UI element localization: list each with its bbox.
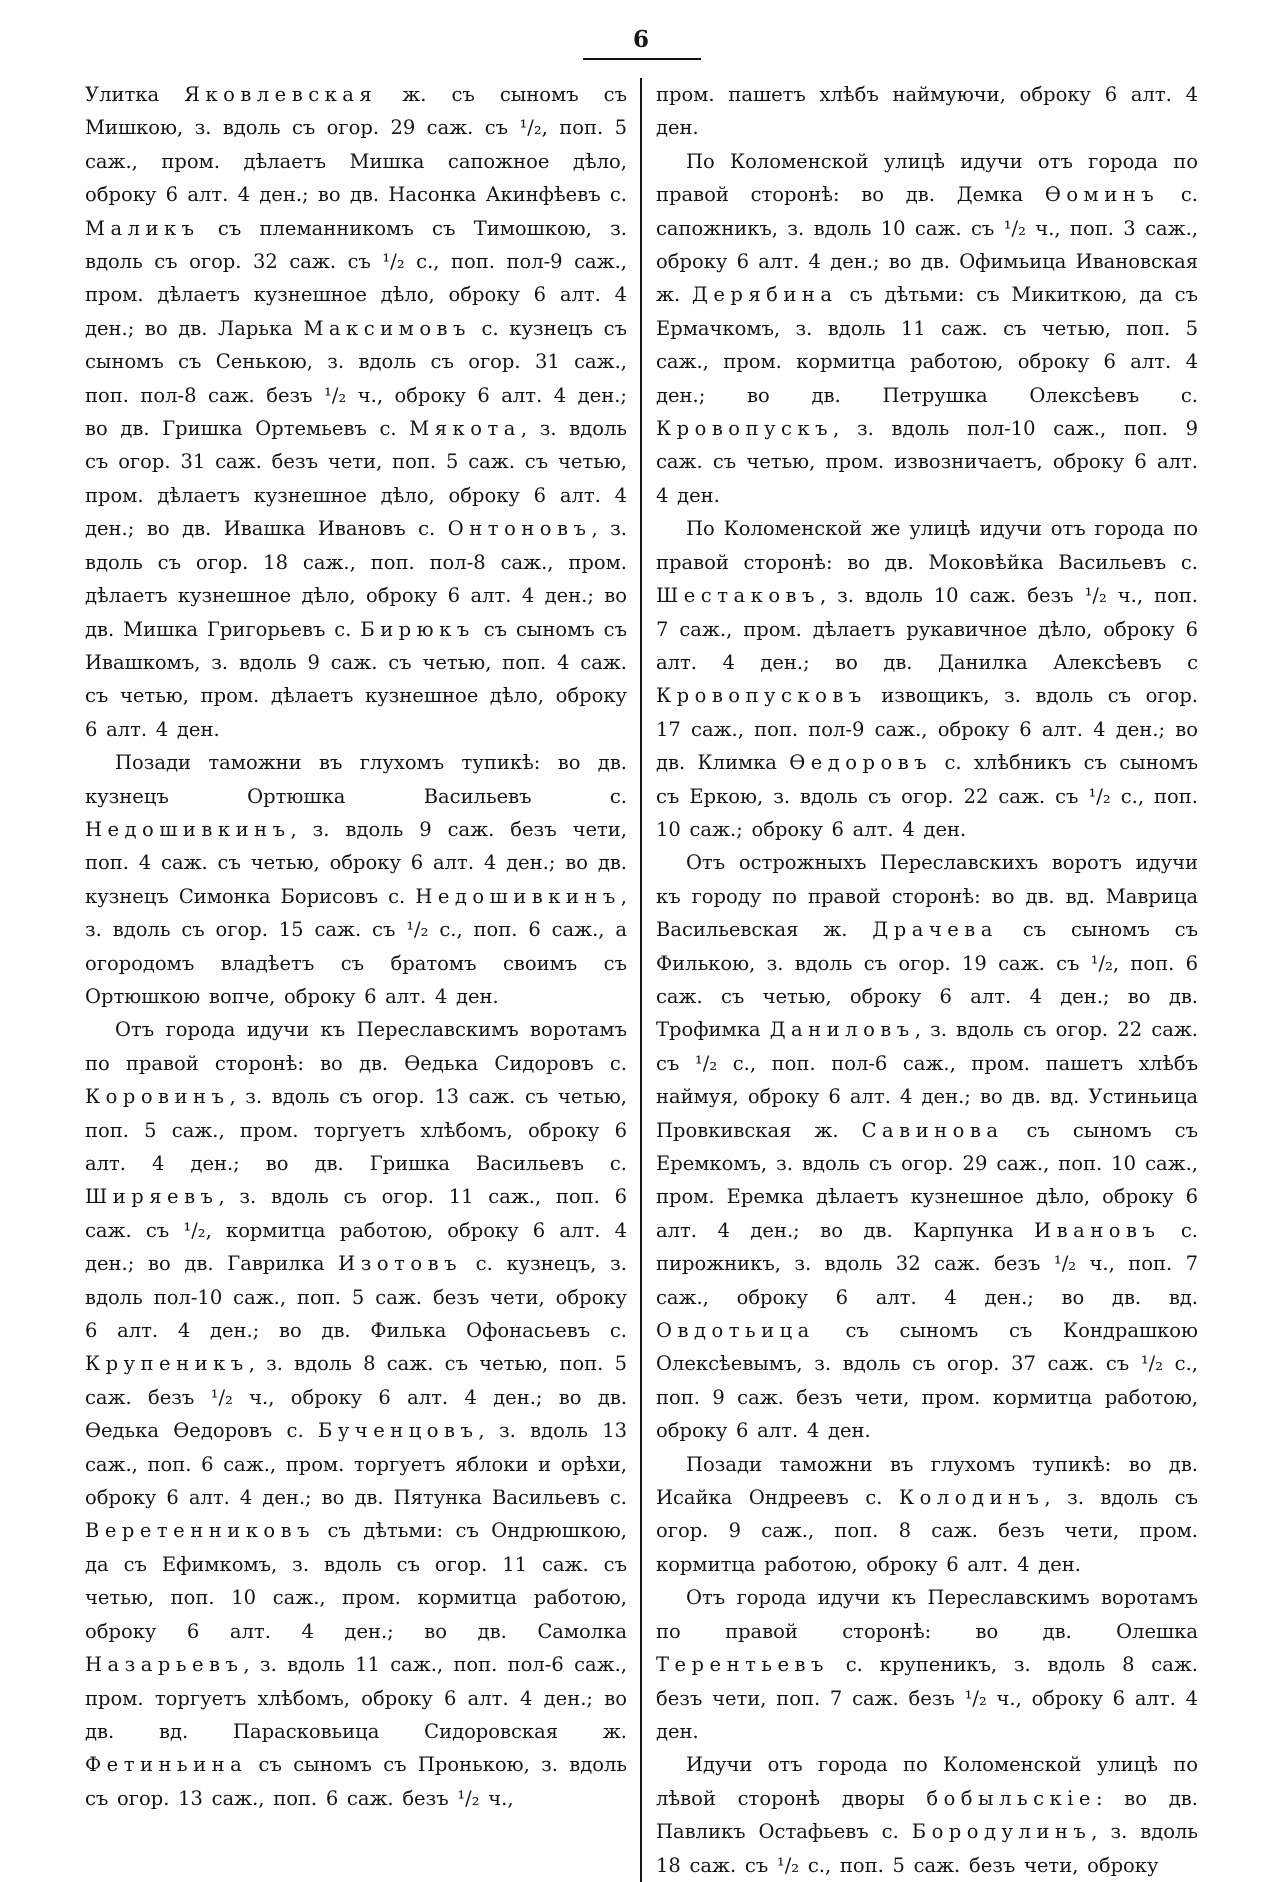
text-run: с. хлѣбникъ съ сыномъ съ Еркою, з. вдоль съ огор. 22 саж. съ ¹/₂ с., поп. 10 саж.; оброку 6 алт. 4 ден. (656, 751, 1199, 841)
text-run: с. пирожникъ, з. вдоль 32 саж. безъ ¹/₂ ч., поп. 7 саж., оброку 6 алт. 4 ден.; во дв. вд. (656, 1218, 1198, 1309)
text-run: , з. вдоль съ огор. 18 саж., поп. пол-8 саж., пром. дѣлаетъ кузнешное дѣло, оброку 6 алт. 4 ден.; во дв. Мишка Григорьевъ с. (85, 517, 627, 641)
text-run: , з. вдоль 10 саж. безъ ¹/₂ ч., поп. 7 саж., пром. дѣлаетъ рукавичное дѣло, оброку 6 алт. 4 ден.; во дв. Данилка Алексѣевъ с (656, 584, 1198, 674)
page-number: 6 (632, 26, 650, 53)
spaced-name: Дерябина (691, 283, 838, 307)
text-column-left (85, 78, 642, 1882)
text-run: съ сыномъ съ Пронькою, з. вдоль съ огор. 13 саж., поп. 6 саж. безъ ¹/₂ ч., (85, 1753, 627, 1810)
spaced-name: Кровопускъ (656, 417, 834, 441)
text-run: : во дв. Павликъ Остафьевъ с. (656, 1786, 1198, 1844)
text-run: , з. вдоль 9 саж. безъ чети, поп. 4 саж. съ четью, оброку 6 алт. 4 ден.; во дв. кузнецъ Симонка Борисовъ с. (85, 817, 627, 908)
spaced-name: Недошивкинъ (415, 884, 621, 908)
paragraph (656, 1748, 1198, 1882)
text-run: Идучи отъ города по Коломенской улицѣ по лѣвой сторонѣ дворы (656, 1753, 1198, 1810)
text-columns (85, 78, 1200, 1882)
spaced-name: Фетиньина (85, 1753, 248, 1777)
text-run: Улитка (85, 83, 185, 106)
paragraph (85, 1013, 627, 1815)
text-run: с. кузнецъ, з. вдоль пол-10 саж., поп. 5 саж. безъ чети, оброку 6 алт. 4 ден.; во дв. Филька Офонасьевъ с. (85, 1252, 627, 1343)
text-run: , з. вдоль съ огор. 13 саж. съ четью, поп. 5 саж., пром. торгуетъ хлѣбомъ, оброку 6 алт. 4 ден.; во дв. Гришка Васильевъ с. (85, 1085, 627, 1175)
spaced-name: Бирюкъ (360, 617, 475, 641)
text-column-right (642, 78, 1198, 1882)
spaced-name: Онтоновъ (447, 517, 592, 541)
text-run: , з. вдоль 11 саж., поп. пол-6 саж., пром. торгуетъ хлѣбомъ, оброку 6 алт. 4 ден.; во дв. вд. Парасковьица Сидоровская ж. (85, 1653, 627, 1743)
text-run: , з. вдоль съ огор. 15 саж. съ ¹/₂ с., поп. 6 саж., а огородомъ владѣетъ съ братомъ своимъ съ Ортюшкою вопче, оброку 6 алт. 4 ден. (85, 884, 627, 1008)
spaced-name: Шестаковъ (656, 584, 820, 608)
text-run: Отъ города идучи къ Переславскимъ воротамъ по правой сторонѣ: во дв. Олешка (656, 1586, 1198, 1643)
spaced-name: Максимовъ (303, 316, 471, 340)
text-run: с. крупеникъ, з. вдоль 8 саж. безъ чети, поп. 7 саж. безъ ¹/₂ ч., оброку 6 алт. 4 ден. (656, 1653, 1198, 1743)
spaced-name: Ивановъ (1034, 1218, 1161, 1242)
spaced-name: Назарьевъ (85, 1653, 244, 1677)
text-run: Отъ города идучи къ Переславскимъ воротамъ по правой сторонѣ: во дв. Ѳедька Сидоровъ с. (85, 1018, 627, 1075)
text-run: Позади таможни въ глухомъ тупикѣ: во дв. кузнецъ Ортюшка Васильевъ с. (85, 751, 627, 808)
text-run: , з. вдоль 13 саж., поп. 6 саж., пром. торгуетъ яблоки и орѣхи, оброку 6 алт. 4 ден.; во дв. Пятунка Васильевъ с. (85, 1419, 628, 1510)
text-run: По Коломенской же улицѣ идучи отъ города по правой сторонѣ: во дв. Моковѣйка Васильевъ с. (656, 517, 1198, 574)
text-run: , з. вдоль пол-10 саж., поп. 9 саж. съ четью, пром. извозничаетъ, оброку 6 алт. 4 ден. (656, 417, 1198, 507)
spaced-name: Изотовъ (338, 1252, 462, 1276)
paragraph (656, 1581, 1198, 1748)
spaced-name: Бородулинъ (911, 1820, 1092, 1844)
header-rule (583, 58, 701, 60)
text-run: , з. вдоль съ огор. 11 саж., поп. 6 саж. съ ¹/₂, кормитца работою, оброку 6 алт. 4 ден.; во дв. Гаврилка (85, 1185, 627, 1276)
spaced-name: Мякота (409, 417, 521, 441)
text-run: съ племанникомъ съ Тимошкою, з. вдоль съ огор. 32 саж. съ ¹/₂ с., поп. пол-9 саж., пром. дѣлаетъ кузнешное дѣло, оброку 6 алт. 4 ден.; во дв. Ларька (85, 216, 627, 340)
spaced-name: Терентьевъ (656, 1653, 829, 1677)
paragraph (656, 78, 1198, 145)
spaced-name: Яковлевская (184, 83, 378, 106)
text-run: ж. съ сыномъ съ Мишкою, з. вдоль съ огор. 29 саж. съ ¹/₂, поп. 5 саж., пром. дѣлаетъ Мишка сапожное дѣло, оброку 6 алт. 4 ден.; во дв. Насонка Акинфѣевъ с. (85, 83, 628, 207)
spaced-name: Кровопусковъ (656, 684, 867, 708)
spaced-name: Ѳедоровъ (789, 751, 933, 775)
text-run: , з. вдоль съ огор. 31 саж. безъ чети, поп. 5 саж. съ четью, пром. дѣлаетъ кузнешное дѣло, оброку 6 алт. 4 ден.; во дв. Ивашка Ивановъ с. (85, 417, 627, 541)
page-header (85, 26, 1198, 60)
text-run: Отъ острожныхъ Переславскихъ воротъ идучи къ городу по правой сторонѣ: во дв. вд. Маврица Васильевская ж. (656, 851, 1198, 942)
text-run: съ сыномъ съ Еремкомъ, з. вдоль съ огор. 29 саж., поп. 10 саж., пром. Еремка дѣлаетъ кузнешное дѣло, оброку 6 алт. 4 ден.; во дв. Карпунка (656, 1118, 1198, 1242)
spaced-name: Даниловъ (769, 1018, 915, 1042)
paragraph (656, 145, 1198, 512)
spaced-name: Драчева (872, 918, 998, 942)
text-run: съ сыномъ съ Ивашкомъ, з. вдоль 9 саж. съ четью, поп. 4 саж. съ четью, пром. дѣлаетъ кузнешное дѣло, оброку 6 алт. 4 ден. (85, 617, 627, 741)
text-run: извощикъ, з. вдоль съ огор. 17 саж., поп. пол-9 саж., оброку 6 алт. 4 ден.; во дв. Климка (656, 684, 1198, 775)
spaced-name: Савинова (861, 1118, 1004, 1142)
spaced-name: Ѳоминъ (1044, 183, 1160, 207)
text-run: съ сыномъ съ Филькою, з. вдоль съ огор. 19 саж. съ ¹/₂, поп. 6 саж. съ четью, оброку 6 алт. 4 ден.; во дв. Трофимка (656, 918, 1198, 1042)
text-run: , з. вдоль 8 саж. съ четью, поп. 5 саж. безъ ¹/₂ ч., оброку 6 алт. 4 ден.; во дв. Ѳедька Ѳедоровъ с. (85, 1352, 627, 1443)
text-run: По Коломенской улицѣ идучи отъ города по правой сторонѣ: во дв. Демка (656, 149, 1198, 207)
text-run: Позади таможни въ глухомъ тупикѣ: во дв. Исайка Ондреевъ с. (656, 1452, 1198, 1510)
text-run: съ дѣтьми: съ Ондрюшкою, да съ Ефимкомъ, з. вдоль съ огор. 11 саж. съ четью, поп. 10 саж., пром. кормитца работою, оброку 6 алт. 4 ден.; во дв. Самолка (85, 1519, 627, 1643)
text-run: съ сыномъ съ Кондрашкою Олексѣевымъ, з. вдоль съ огор. 37 саж. съ ¹/₂ с., поп. 9 саж. безъ чети, пром. кормитца работою, оброку 6 алт. 4 ден. (656, 1319, 1198, 1443)
paragraph (85, 78, 627, 746)
spaced-name: Ширяевъ (85, 1185, 219, 1209)
spaced-name: Бученцовъ (318, 1419, 479, 1443)
text-run: , з. вдоль съ огор. 22 саж. съ ¹/₂ с., поп. пол-6 саж., пром. пашетъ хлѣбъ наймуя, оброку 6 алт. 4 ден.; во дв. вд. Устиньица Провкивская ж. (656, 1018, 1199, 1142)
paragraph (656, 512, 1198, 846)
paragraph (85, 746, 627, 1013)
spaced-name: Маликъ (85, 216, 200, 240)
spaced-name: Коровинъ (85, 1085, 230, 1109)
text-run: , з. вдоль 18 саж. съ ¹/₂ с., поп. 5 саж. безъ чети, оброку (656, 1820, 1198, 1877)
paragraph (656, 1448, 1198, 1582)
spaced-name: бобыльскіе (926, 1786, 1096, 1810)
spaced-name: Колодинъ (898, 1486, 1045, 1510)
text-run: с. кузнецъ съ сыномъ съ Сенькою, з. вдоль съ огор. 31 саж., поп. пол-8 саж. безъ ¹/₂ ч., оброку 6 алт. 4 ден.; во дв. Гришка Ортемьевъ с. (85, 316, 627, 441)
spaced-name: Овдотьица (656, 1319, 815, 1343)
text-run: с. сапожникъ, з. вдоль 10 саж. съ ¹/₂ ч., поп. 3 саж., оброку 6 алт. 4 ден.; во дв. Офимьица Ивановская ж. (656, 183, 1198, 307)
spaced-name: Крупеникъ (85, 1352, 249, 1376)
text-run: съ дѣтьми: съ Микиткою, да съ Ермачкомъ, з. вдоль 11 саж. съ четью, поп. 5 саж., пром. кормитца работою, оброку 6 алт. 4 ден.; во дв. Петрушка Олексѣевъ с. (656, 283, 1199, 407)
spaced-name: Недошивкинъ (85, 817, 291, 841)
spaced-name: Веретенниковъ (85, 1519, 316, 1543)
text-run: , з. вдоль съ огор. 9 саж., поп. 8 саж. безъ чети, пром. кормитца работою, оброку 6 алт. 4 ден. (656, 1486, 1199, 1576)
text-run: пром. пашетъ хлѣбъ наймуючи, оброку 6 алт. 4 ден. (656, 83, 1198, 140)
paragraph (656, 846, 1198, 1447)
